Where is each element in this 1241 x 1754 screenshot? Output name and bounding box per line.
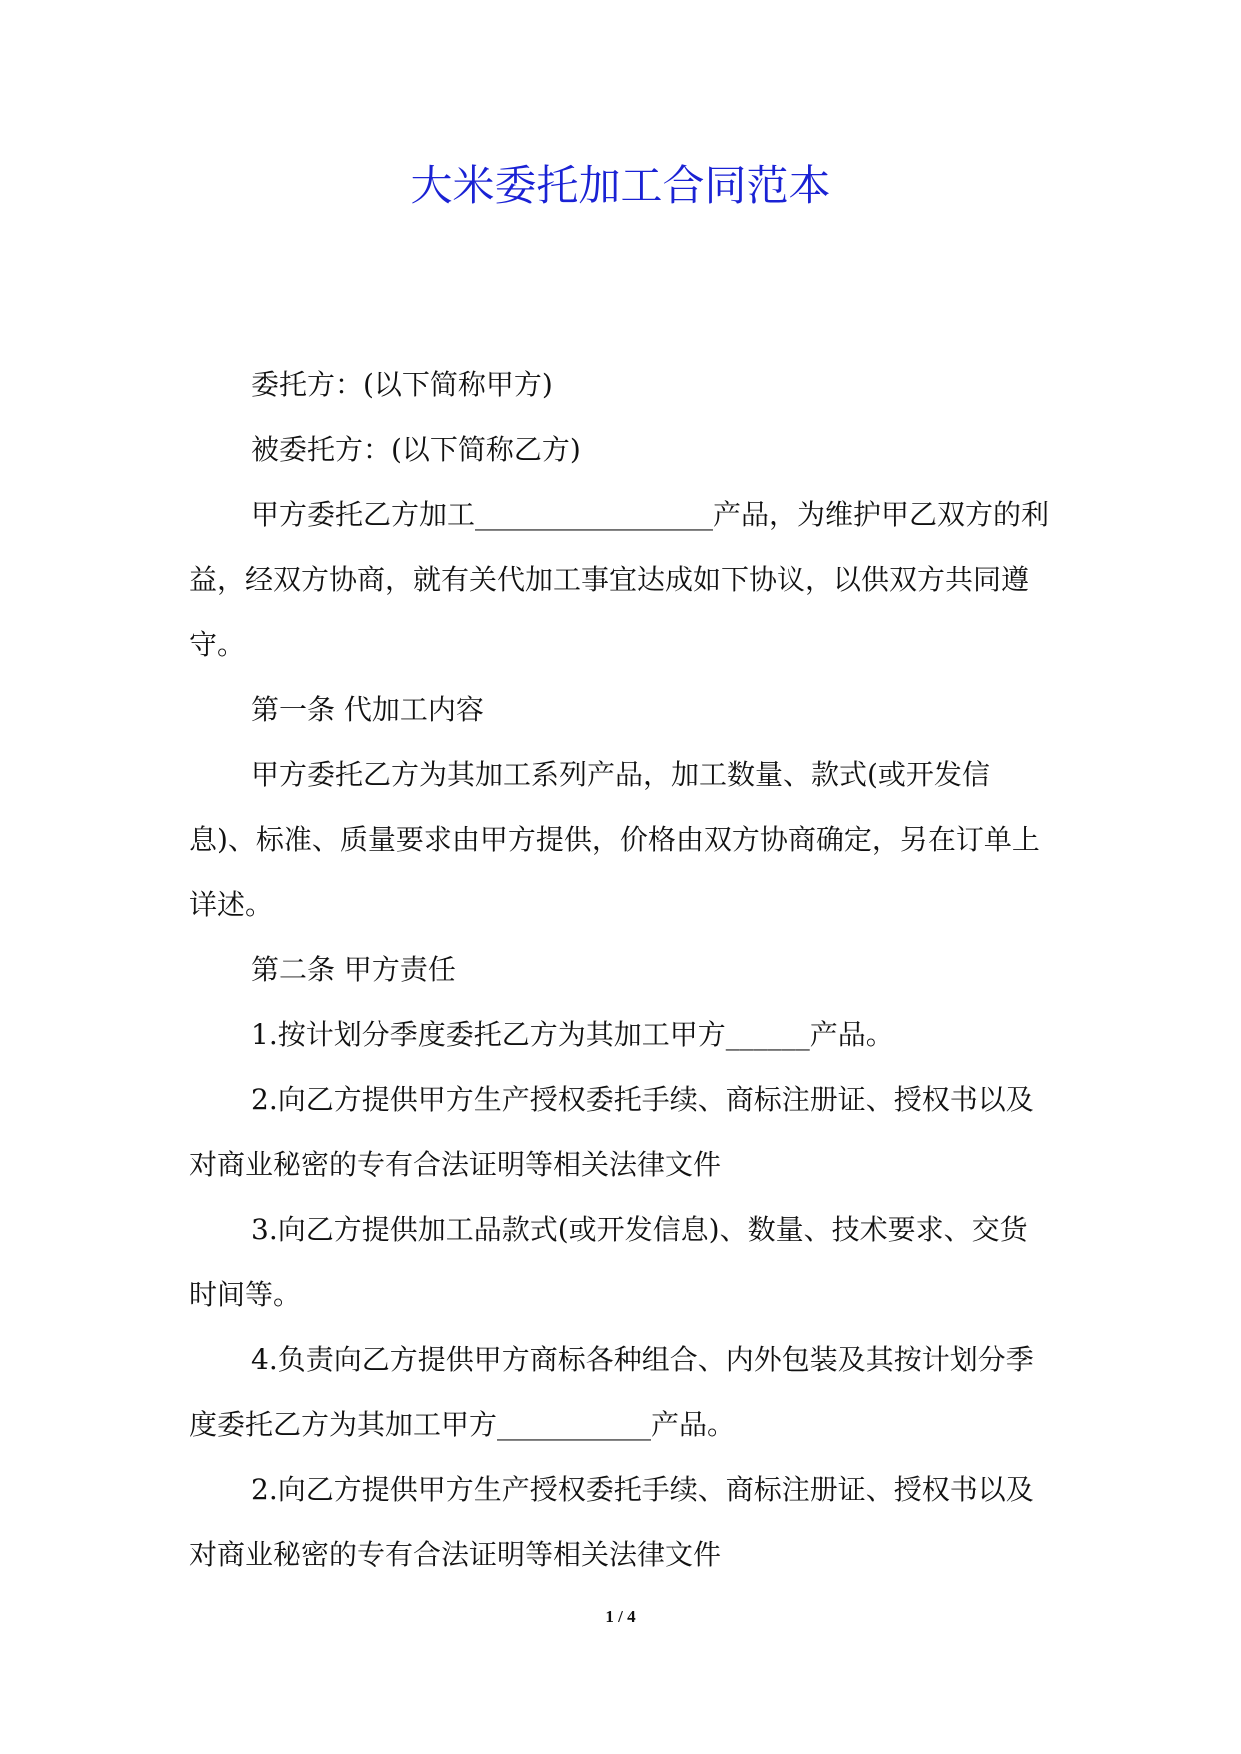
article-2-item-3: 3.向乙方提供加工品款式(或开发信息)、数量、技术要求、交货时间等。 [189, 1213, 1028, 1311]
document-title: 大米委托加工合同范本 [410, 161, 831, 210]
paragraph-intro: 甲方委托乙方加工_________________产品，为维护甲乙双方的利益，经双方协商，就有关代加工事宜达成如下协议，以供双方共同遵守。 [189, 498, 1050, 661]
paragraph-client: 委托方：(以下简称甲方) [251, 368, 553, 401]
article-2-item-2-repeat: 2.向乙方提供甲方生产授权委托手续、商标注册证、授权书以及对商业秘密的专有合法证明等相关法律文件 [189, 1473, 1034, 1571]
article-1-heading: 第一条 代加工内容 [251, 693, 484, 726]
article-1-content: 甲方委托乙方为其加工系列产品，加工数量、款式(或开发信息)、标准、质量要求由甲方提供，价格由双方协商确定，另在订单上详述。 [189, 758, 1040, 921]
article-2-item-2: 2.向乙方提供甲方生产授权委托手续、商标注册证、授权书以及对商业秘密的专有合法证明等相关法律文件 [189, 1083, 1034, 1181]
article-2-item-4: 4.负责向乙方提供甲方商标各种组合、内外包装及其按计划分季度委托乙方为其加工甲方___________产品。 [189, 1343, 1034, 1441]
article-2-heading: 第二条 甲方责任 [251, 953, 456, 986]
document-body [189, 352, 1053, 1587]
page-number: 1 / 4 [605, 1607, 636, 1626]
article-2-item-1: 1.按计划分季度委托乙方为其加工甲方______产品。 [251, 1018, 894, 1051]
paragraph-contractor: 被委托方：(以下简称乙方) [251, 433, 581, 466]
